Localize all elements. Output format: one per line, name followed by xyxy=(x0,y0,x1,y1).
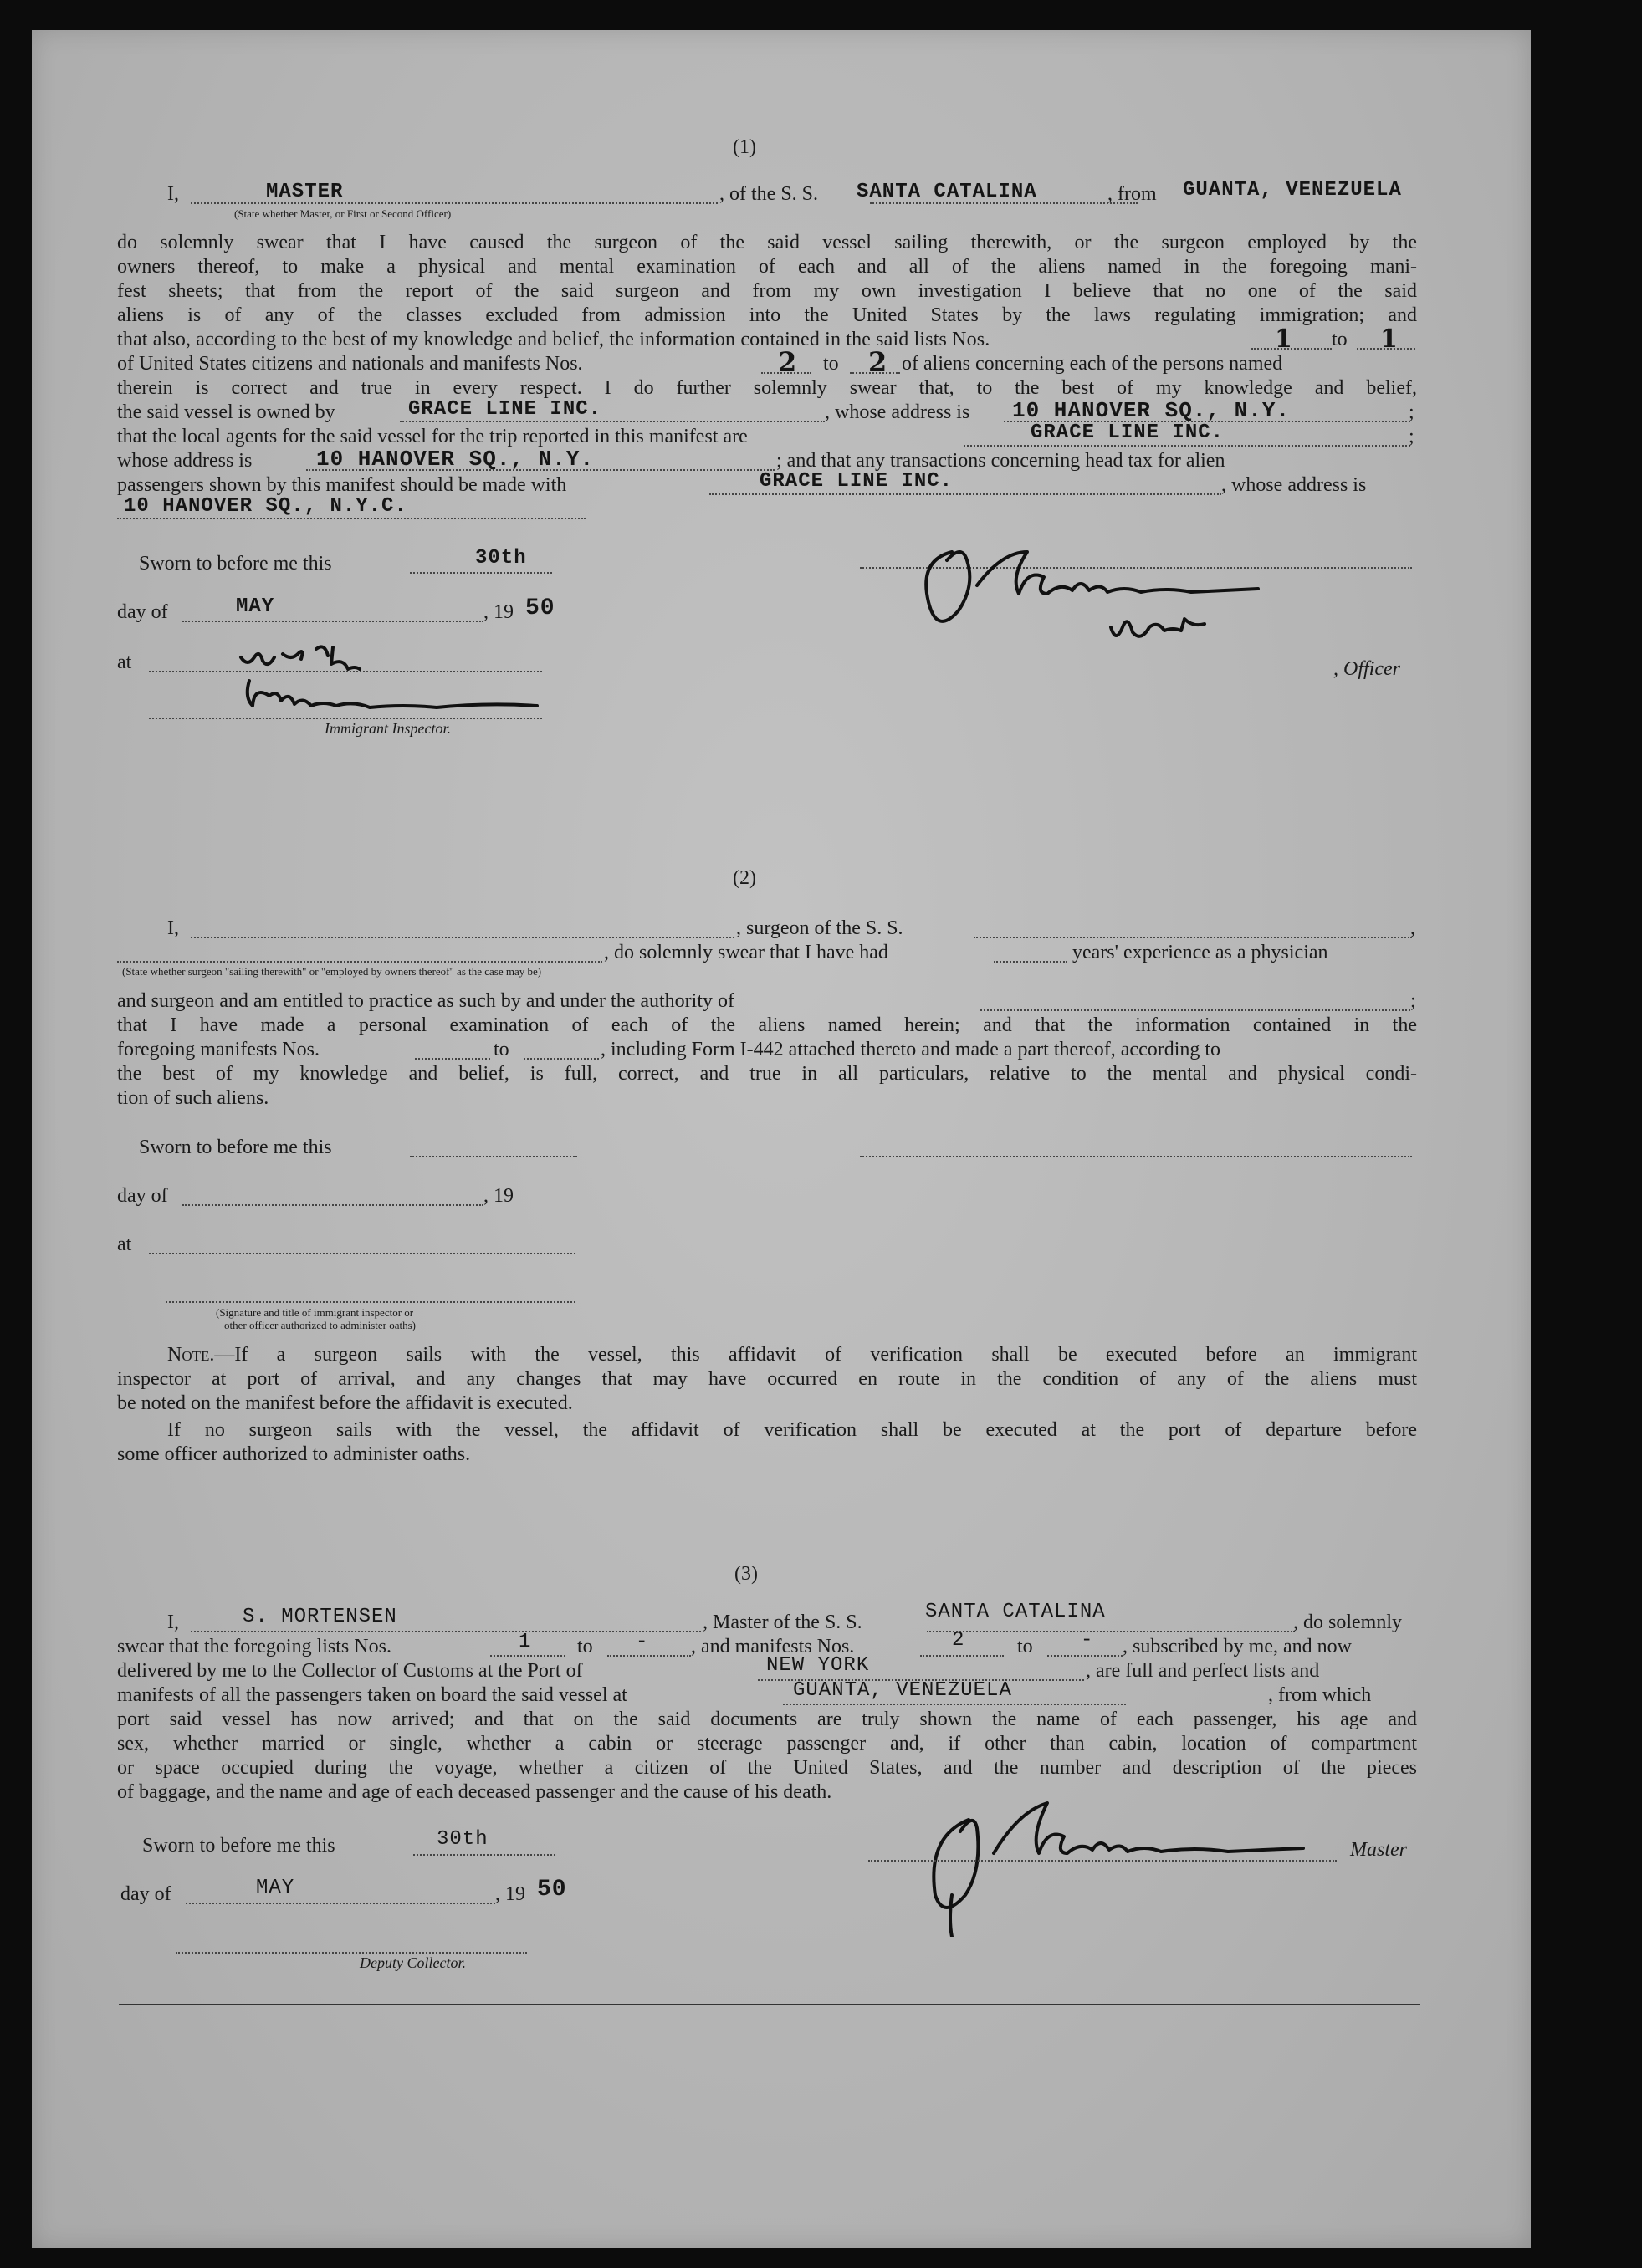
master-name-value: S. MORTENSEN xyxy=(243,1606,397,1628)
section3-text: , and manifests Nos. xyxy=(691,1636,855,1658)
section2-line: that I have made a personal examination of each of the aliens named herein; and that the information contained in the xyxy=(117,1014,1417,1036)
section1-dayof-label: day of xyxy=(117,601,168,623)
section3-vessel-value: SANTA CATALINA xyxy=(925,1601,1106,1623)
signature-hint: (Signature and title of immigrant inspector or xyxy=(216,1306,414,1319)
section1-text: of aliens concerning each of the persons named xyxy=(902,353,1283,375)
manifests-from-value: 2 xyxy=(778,346,798,378)
note-label: Note. xyxy=(167,1344,215,1366)
section3-text: delivered by me to the Collector of Customs at the Port of xyxy=(117,1660,583,1682)
section1-text: the said vessel is owned by xyxy=(117,401,335,423)
section1-line: therein is correct and true in every respect. I do further solemnly swear that, to the best of my knowledge and belief, xyxy=(117,377,1417,399)
section2-text: , xyxy=(1410,917,1415,939)
section3-text: , are full and perfect lists and xyxy=(1086,1660,1320,1682)
section2-text: , including Form I-442 attached thereto and made a part thereof, according to xyxy=(601,1039,1221,1060)
agents-value: GRACE LINE INC. xyxy=(1031,421,1225,444)
section3-year-value: 50 xyxy=(537,1877,567,1903)
rank-hint: (State whether Master, or First or Second Officer) xyxy=(234,207,452,220)
section3-line: port said vessel has now arrived; and that on the said documents are truly shown the name of each passenger, his age and xyxy=(117,1709,1417,1730)
tax-agent-address-value: 10 HANOVER SQ., N.Y.C. xyxy=(124,495,407,518)
section1-text: I, xyxy=(167,183,179,205)
section2-text: foregoing manifests Nos. xyxy=(117,1039,320,1060)
owner-address-value: 10 HANOVER SQ., N.Y. xyxy=(1012,398,1291,423)
section2-text: , surgeon of the S. S. xyxy=(736,917,903,939)
section1-sworn-label: Sworn to before me this xyxy=(139,553,332,575)
master-signature-section3 xyxy=(902,1770,1370,1937)
immigrant-inspector-label: Immigrant Inspector. xyxy=(325,720,451,737)
section1-text: , from xyxy=(1107,183,1157,205)
section1-line: aliens is of any of the classes excluded from admission into the United States by the laws regulating immigration; and xyxy=(117,304,1417,326)
vessel-name-value: SANTA CATALINA xyxy=(857,181,1037,203)
note-line: inspector at port of arrival, and any changes that may have occurred en route in the condition of any of the aliens must xyxy=(117,1368,1417,1390)
lists-to-value: 1 xyxy=(1380,324,1399,354)
section1-text: passengers shown by this manifest should be made with xyxy=(117,474,567,496)
bottom-rule xyxy=(119,2004,1420,2005)
section1-line: owners thereof, to make a physical and mental examination of each and all of the aliens named in the foregoing mani- xyxy=(117,256,1417,278)
agents-address-value: 10 HANOVER SQ., N.Y. xyxy=(316,447,595,472)
section1-text: to xyxy=(823,353,839,375)
section3-text: to xyxy=(1017,1636,1033,1658)
section3-text: to xyxy=(577,1636,593,1658)
section1-text: , whose address is xyxy=(825,401,970,423)
note-line: be noted on the manifest before the affidavit is executed. xyxy=(117,1392,573,1414)
section3-text: , Master of the S. S. xyxy=(703,1612,862,1633)
note-line: some officer authorized to administer oaths. xyxy=(117,1443,471,1465)
owner-value: GRACE LINE INC. xyxy=(408,398,602,421)
section2-text: , do solemnly swear that I have had xyxy=(604,942,888,963)
manifest-affidavit-page xyxy=(32,30,1531,2248)
section3-line: or space occupied during the voyage, whether a citizen of the United States, and the number and description of the pieces xyxy=(117,1757,1417,1779)
section2-number: (2) xyxy=(733,867,756,889)
year-value: 50 xyxy=(525,595,555,621)
section1-text: to xyxy=(1332,329,1348,350)
section1-line: fest sheets; that from the report of the said surgeon and from my own investigation I believe that no one of the said xyxy=(117,280,1417,302)
sworn-day-value: 30th xyxy=(475,547,527,570)
inspector-handwritten-signature xyxy=(233,632,634,741)
section2-text: and surgeon and am entitled to practice as such by and under the authority of xyxy=(117,990,734,1012)
section2-text: I, xyxy=(167,917,179,939)
section2-text: to xyxy=(494,1039,509,1060)
section3-lists-to-value: - xyxy=(636,1631,649,1653)
section3-text: swear that the foregoing lists Nos. xyxy=(117,1636,391,1658)
note-text: —If a surgeon sails with the vessel, this affidavit of verification shall be executed before an immigrant xyxy=(214,1344,1417,1366)
section1-text: ; xyxy=(1409,401,1414,423)
officer-label: , Officer xyxy=(1333,658,1400,680)
section3-text: , subscribed by me, and now xyxy=(1123,1636,1352,1658)
section1-text: ; and that any transactions concerning head tax for alien xyxy=(776,450,1225,472)
section3-sworn-day-value: 30th xyxy=(437,1828,489,1851)
signature-hint: other officer authorized to administer oaths) xyxy=(224,1319,416,1331)
officer-rank-value: MASTER xyxy=(266,181,344,203)
lists-from-value: 1 xyxy=(1275,324,1293,354)
surgeon-hint: (State whether surgeon "sailing therewith" or "employed by owners thereof" as the case may be) xyxy=(122,965,542,978)
section2-year-prefix: , 19 xyxy=(483,1185,514,1207)
section2-line: tion of such aliens. xyxy=(117,1087,269,1109)
section1-line: do solemnly swear that I have caused the surgeon of the said vessel sailing therewith, or the surgeon employed by the xyxy=(117,232,1417,253)
section1-text: whose address is xyxy=(117,450,253,472)
section3-text: , from which xyxy=(1268,1684,1372,1706)
section3-sworn-label: Sworn to before me this xyxy=(142,1835,335,1857)
note-line xyxy=(117,1343,1417,1367)
section1-text: ; xyxy=(1409,426,1414,447)
section1-text: of United States citizens and nationals and manifests Nos. xyxy=(117,353,583,375)
section1-year-prefix: , 19 xyxy=(483,601,514,623)
section3-line: of baggage, and the name and age of each deceased passenger and the cause of his death. xyxy=(117,1781,832,1803)
section2-at-label: at xyxy=(117,1234,132,1255)
section2-text: ; xyxy=(1410,990,1416,1012)
section1-text: , of the S. S. xyxy=(719,183,819,205)
tax-agent-value: GRACE LINE INC. xyxy=(760,470,954,493)
section3-year-prefix: , 19 xyxy=(495,1883,525,1905)
port-value: NEW YORK xyxy=(766,1654,870,1677)
section3-dayof-label: day of xyxy=(120,1883,171,1905)
section1-text: , whose address is xyxy=(1221,474,1367,496)
section1-text: that also, according to the best of my knowledge and belief, the information contained in the said lists Nos. xyxy=(117,329,990,350)
section3-number: (3) xyxy=(734,1563,758,1585)
from-port-value: GUANTA, VENEZUELA xyxy=(1183,179,1402,202)
boarding-port-value: GUANTA, VENEZUELA xyxy=(793,1679,1012,1702)
section2-line: the best of my knowledge and belief, is full, correct, and true in all particulars, relative to the mental and physical condi- xyxy=(117,1063,1417,1085)
deputy-collector-label: Deputy Collector. xyxy=(360,1954,466,1971)
section2-dayof-label: day of xyxy=(117,1185,168,1207)
section2-sworn-label: Sworn to before me this xyxy=(139,1137,332,1158)
master-label: Master xyxy=(1350,1839,1407,1861)
section3-month-value: MAY xyxy=(256,1877,295,1899)
section2-text: years' experience as a physician xyxy=(1072,942,1328,963)
note-line: If no surgeon sails with the vessel, the affidavit of verification shall be executed at the port of departure before xyxy=(167,1419,1417,1441)
section3-lists-from-value: 1 xyxy=(519,1631,532,1653)
master-signature xyxy=(902,518,1370,661)
section3-text: manifests of all the passengers taken on board the said vessel at xyxy=(117,1684,627,1706)
section3-text: , do solemnly xyxy=(1293,1612,1402,1633)
month-value: MAY xyxy=(236,595,275,618)
section1-text: that the local agents for the said vessel for the trip reported in this manifest are xyxy=(117,426,748,447)
section3-manifests-to-value: - xyxy=(1081,1629,1094,1652)
section1-at-label: at xyxy=(117,651,132,673)
section3-text: I, xyxy=(167,1612,179,1633)
section3-line: sex, whether married or single, whether a cabin or steerage passenger and, if other than cabin, location of compartment xyxy=(117,1733,1417,1755)
section1-number: (1) xyxy=(733,136,756,158)
manifests-to-value: 2 xyxy=(868,346,888,378)
section3-manifests-from-value: 2 xyxy=(952,1629,965,1652)
